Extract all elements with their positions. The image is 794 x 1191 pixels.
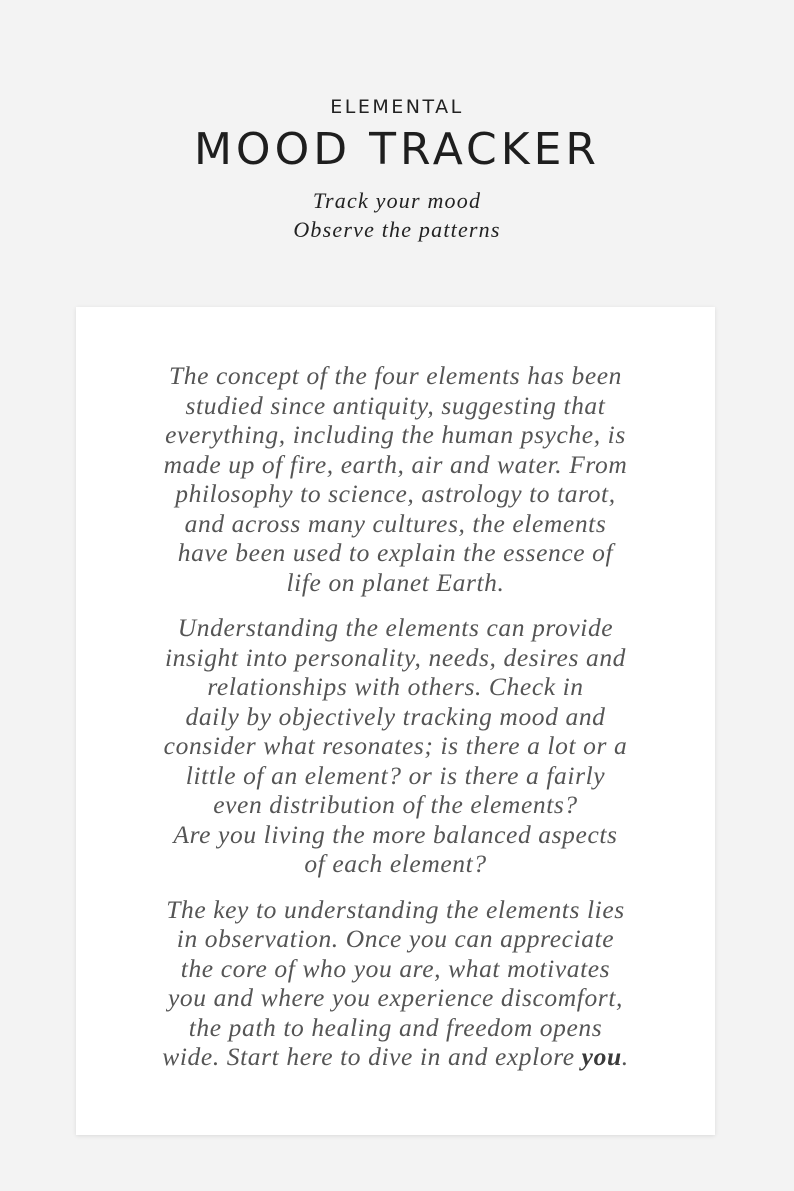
text-line: philosophy to science, astrology to tarot, (175, 479, 616, 508)
text-line: and across many cultures, the elements (184, 508, 607, 538)
text-line: even distribution of the elements? (213, 790, 578, 819)
text-line-final (76, 1042, 715, 1072)
text-line: daily by objectively tracking mood and (185, 701, 606, 731)
tagline-line: Track your mood (312, 188, 482, 213)
paragraph-understanding (76, 613, 715, 879)
tagline (0, 186, 794, 244)
text-line: the core of who you are, what motivates (180, 953, 611, 983)
text-line: everything, including the human psyche, is (165, 420, 626, 449)
text-line: Are you living the more balanced aspects (173, 819, 618, 849)
text-line: made up of fire, earth, air and water. From (163, 449, 628, 479)
paragraph-key (76, 895, 715, 1072)
content-card (76, 307, 715, 1135)
emphasis-you: you (581, 1042, 622, 1071)
text-line: you and where you experience discomfort, (167, 983, 623, 1012)
final-line-punctuation: . (621, 1042, 629, 1071)
text-line: of each element? (304, 849, 487, 878)
text-line: consider what resonates; is there a lot or a (163, 731, 628, 760)
text-line: have been used to explain the essence of (177, 538, 614, 567)
page-title: MOOD TRACKER (193, 124, 601, 175)
text-line: Understanding the elements can provide (177, 613, 614, 642)
text-line: studied since antiquity, suggesting that (185, 390, 606, 420)
text-line: in observation. Once you can appreciate (176, 924, 615, 953)
paragraph-intro (76, 361, 715, 597)
eyebrow-title: ELEMENTAL (330, 96, 464, 118)
final-line-text: wide. Start here to dive in and explore (162, 1042, 582, 1071)
text-line: life on planet Earth. (286, 567, 505, 597)
text-line: insight into personality, needs, desires and (164, 642, 627, 672)
card-body (76, 361, 715, 1088)
tagline-line: Observe the patterns (293, 217, 501, 242)
text-line: the path to healing and freedom opens (188, 1012, 603, 1042)
text-line: The concept of the four elements has been (168, 361, 623, 390)
text-line: little of an element? or is there a fairly (185, 760, 606, 790)
text-line: The key to understanding the elements lies (166, 894, 625, 924)
text-line: relationships with others. Check in (207, 672, 584, 701)
